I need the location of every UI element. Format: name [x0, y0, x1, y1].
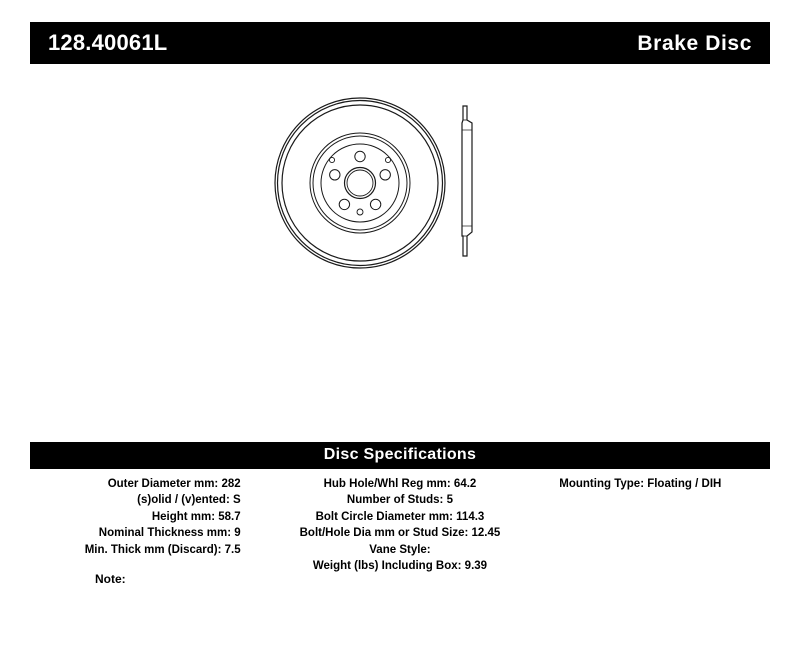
header-bar [30, 22, 770, 64]
product-drawing [250, 90, 570, 290]
spec-row: Hub Hole/Whl Reg mm: 64.2 [323, 478, 477, 490]
rotor-outer-rings [275, 98, 445, 268]
alignment-holes [329, 157, 390, 215]
spec-column-right [523, 476, 770, 574]
disc-specifications [30, 442, 770, 574]
spec-column-middle [277, 476, 524, 574]
spec-row: Number of Studs: 5 [346, 494, 453, 507]
spec-row: Bolt/Hole Dia mm or Stud Size: 12.45 [299, 527, 501, 540]
spec-row: Min. Thick mm (Discard): 7.5 [84, 543, 241, 556]
note-label: Note: [95, 572, 126, 586]
spec-row: Vane Style: [369, 543, 431, 556]
part-number: 128.40061L [48, 30, 168, 55]
spec-row: Nominal Thickness mm: 9 [98, 527, 241, 540]
rotor-edge-profile [462, 106, 472, 256]
spec-columns [30, 476, 770, 574]
spec-row: Bolt Circle Diameter mm: 114.3 [315, 510, 485, 523]
spec-row: Outer Diameter mm: 282 [107, 478, 241, 490]
spec-row: Weight (lbs) Including Box: 9.39 [312, 560, 488, 573]
spec-column-left [30, 476, 277, 574]
spec-row: (s)olid / (v)ented: S [137, 494, 241, 507]
spec-section-title: Disc Specifications [30, 442, 770, 469]
spec-row: Mounting Type: Floating / DIH [559, 478, 722, 490]
stud-holes [330, 151, 391, 209]
spec-row: Height mm: 58.7 [151, 510, 241, 523]
page-title: Brake Disc [637, 31, 752, 55]
